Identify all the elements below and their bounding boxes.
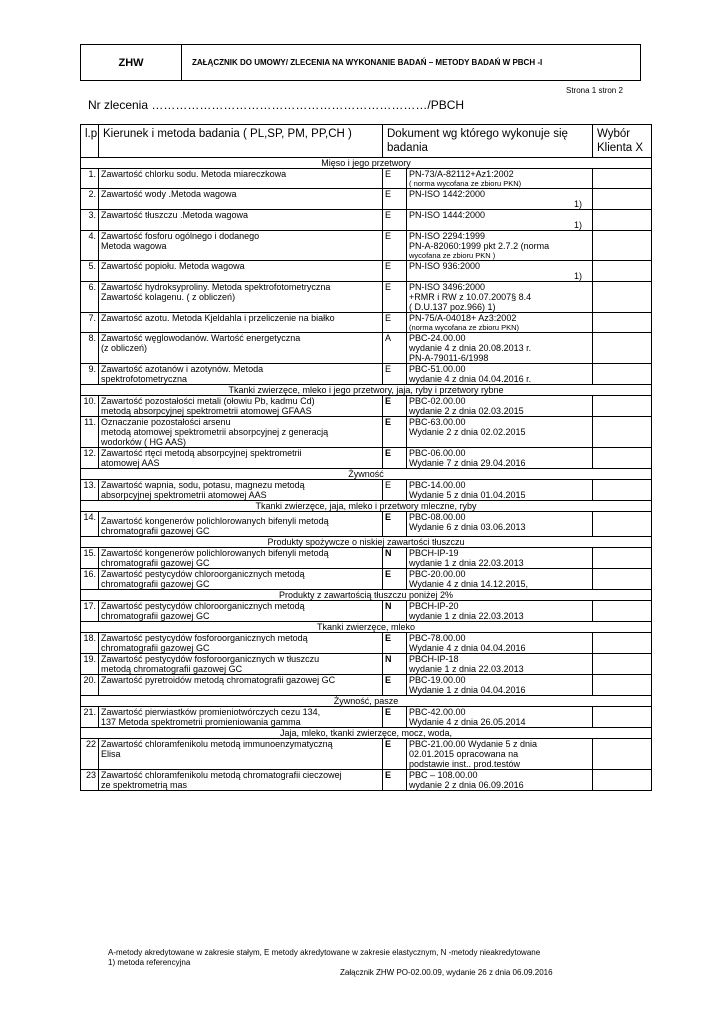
method-description [99, 364, 383, 385]
reference-document [407, 282, 593, 313]
section-row [81, 501, 652, 512]
method-line: Metoda wagowa [101, 241, 167, 251]
method-line: Zawartość wapnia, sodu, potasu, magnezu metodą [101, 480, 305, 490]
document-line: 1) [573, 271, 582, 281]
document-line: Wydanie 7 z dnia 29.04.2016 [409, 458, 526, 468]
accreditation-code: E [383, 364, 407, 385]
table-row [81, 169, 652, 189]
row-number: 4. [81, 231, 99, 261]
table-row [81, 512, 652, 537]
document-line: PBCH-IP-18 [409, 654, 459, 664]
table-row [81, 261, 652, 282]
method-line: wodorków ( HG AAS) [101, 437, 187, 447]
accreditation-code: E [383, 210, 407, 231]
row-number: 6. [81, 282, 99, 313]
accreditation-code: N [383, 548, 407, 569]
accreditation-code: N [383, 654, 407, 675]
client-choice-cell[interactable] [593, 189, 652, 210]
document-line: wydanie 1 z dnia 22.03.2013 [409, 558, 524, 568]
accreditation-code: E [383, 739, 407, 770]
method-line: metodą chromatografii gazowej GC [101, 664, 243, 674]
method-description [99, 707, 383, 728]
method-description [99, 480, 383, 501]
document-line: (norma wycofana ze zbioru PKN) [409, 323, 520, 332]
client-choice-cell[interactable] [593, 548, 652, 569]
client-choice-cell[interactable] [593, 707, 652, 728]
row-number: 22 [81, 739, 99, 770]
section-row [81, 469, 652, 480]
accreditation-code: E [383, 512, 407, 537]
accreditation-code: E [383, 480, 407, 501]
row-number: 23 [81, 770, 99, 791]
client-choice-cell[interactable] [593, 169, 652, 189]
document-line: PN-75/A-04018+ Az3:2002 [409, 313, 517, 323]
document-line: PBC – 108.00.00 [409, 770, 478, 780]
document-line: PBC-06.00.00 [409, 448, 466, 458]
client-choice-cell[interactable] [593, 654, 652, 675]
method-line: Zawartość chloramfenikolu metodą chromatografii cieczowej [101, 770, 342, 780]
accreditation-code: E [383, 169, 407, 189]
method-description [99, 569, 383, 590]
reference-document [407, 313, 593, 333]
document-line: PN-A-79011-6/1998 [409, 353, 489, 363]
method-line: Zawartość kolagenu. ( z obliczeń) [101, 292, 236, 302]
row-number: 8. [81, 333, 99, 364]
row-number: 17. [81, 601, 99, 622]
client-choice-cell[interactable] [593, 512, 652, 537]
order-number-field: Nr zlecenia ……………………………………………………………/PBCH [88, 98, 465, 112]
method-line: Zawartość fosforu ogólnego i dodanego [101, 231, 260, 241]
table-row [81, 601, 652, 622]
method-description [99, 633, 383, 654]
table-row [81, 548, 652, 569]
method-line: Zawartość chloramfenikolu metodą immunoenzymatyczną [101, 739, 333, 749]
table-header-row [81, 125, 652, 158]
method-line: Zawartość kongenerów polichlorowanych bifenyli metodą [101, 516, 329, 526]
row-number: 13. [81, 480, 99, 501]
method-description [99, 396, 383, 417]
client-choice-cell[interactable] [593, 210, 652, 231]
method-description [99, 417, 383, 448]
accreditation-code: E [383, 396, 407, 417]
page-number: Strona 1 stron 2 [566, 86, 623, 95]
document-line: 1) [573, 199, 582, 209]
method-line: Zawartość wody .Metoda wagowa [101, 189, 237, 199]
accreditation-code: E [383, 633, 407, 654]
document-code: ZHW [81, 45, 182, 80]
method-line: Zawartość pestycydów chloroorganicznych metodą [101, 569, 305, 579]
reference-document [407, 417, 593, 448]
reference-document [407, 739, 593, 770]
method-description [99, 601, 383, 622]
document-line: PBC-14.00.00 [409, 480, 466, 490]
section-row [81, 158, 652, 169]
section-title: Produkty spożywcze o niskiej zawartości tłuszczu [81, 537, 652, 548]
document-line: PBCH-IP-20 [409, 601, 459, 611]
method-line: Elisa [101, 749, 121, 759]
reference-document [407, 261, 593, 282]
document-line: wydanie 2 z dnia 06.09.2016 [409, 780, 524, 790]
footnote-reference: 1) metoda referencyjna [108, 958, 191, 967]
document-line: Wydanie 5 z dnia 01.04.2015 [409, 490, 526, 500]
method-description [99, 739, 383, 770]
accreditation-code: E [383, 417, 407, 448]
document-line: PN-73/A-82112+Az1:2002 [409, 169, 514, 179]
document-line: Wydanie 1 z dnia 04.04.2016 [409, 685, 526, 695]
row-number: 5. [81, 261, 99, 282]
document-line: PBC-24.00.00 [409, 333, 466, 343]
method-line: chromatografii gazowej GC [101, 579, 210, 589]
row-number: 1. [81, 169, 99, 189]
section-row [81, 622, 652, 633]
method-description [99, 261, 383, 282]
accreditation-code: E [383, 448, 407, 469]
method-description [99, 548, 383, 569]
document-line: 02.01.2015 opracowana na [409, 749, 519, 759]
document-line: wydanie 4 z dnia 04.04.2016 r. [409, 374, 532, 384]
method-line: Zawartość węglowodanów. Wartość energetyczna [101, 333, 301, 343]
document-line: ( norma wycofana ze zbioru PKN) [409, 179, 522, 188]
document-line: PN-A-82060:1999 pkt 2.7.2 (norma [409, 241, 550, 251]
client-choice-cell[interactable] [593, 569, 652, 590]
method-line: chromatografii gazowej GC [101, 643, 210, 653]
method-line: atomowej AAS [101, 458, 160, 468]
method-line: Zawartość pestycydów fosforoorganicznych metodą [101, 633, 308, 643]
reference-document [407, 548, 593, 569]
client-choice-cell[interactable] [593, 313, 652, 333]
document-line: ( D.U.137 poz.966) 1) [409, 302, 496, 312]
reference-document [407, 333, 593, 364]
row-number: 9. [81, 364, 99, 385]
client-choice-cell[interactable] [593, 633, 652, 654]
client-choice-cell[interactable] [593, 675, 652, 696]
row-number: 2. [81, 189, 99, 210]
client-choice-cell[interactable] [593, 417, 652, 448]
document-line: PBCH-IP-19 [409, 548, 459, 558]
method-description [99, 210, 383, 231]
table-row [81, 313, 652, 333]
document-line: wydanie 1 z dnia 22.03.2013 [409, 664, 524, 674]
reference-document [407, 448, 593, 469]
method-line: Zawartość hydroksyproliny. Metoda spektrofotometryczna [101, 282, 331, 292]
accreditation-code: N [383, 601, 407, 622]
document-line: PBC-02.00.00 [409, 396, 466, 406]
method-line: (z obliczeń) [101, 343, 148, 353]
table-row [81, 417, 652, 448]
col-lp: l.p [81, 125, 99, 158]
section-title: Żywność [81, 469, 652, 480]
row-number: 19. [81, 654, 99, 675]
document-footer: Załącznik ZHW PO-02.00.09, wydanie 26 z dnia 06.09.2016 [340, 968, 553, 977]
section-row [81, 385, 652, 396]
document-line: Wydanie 4 z dnia 26.05.2014 [409, 717, 526, 727]
section-title: Żywność, pasze [81, 696, 652, 707]
document-line: wydanie 4 z dnia 20.08.2013 r. [409, 343, 532, 353]
row-number: 12. [81, 448, 99, 469]
document-line: podstawie inst.. prod.testów [409, 759, 521, 769]
accreditation-code: E [383, 675, 407, 696]
document-line: Wydanie 2 z dnia 02.02.2015 [409, 427, 526, 437]
client-choice-cell[interactable] [593, 448, 652, 469]
method-description [99, 448, 383, 469]
reference-document [407, 169, 593, 189]
method-line: Zawartość chlorku sodu. Metoda miareczkowa [101, 169, 287, 179]
method-line: chromatografii gazowej GC [101, 526, 210, 536]
table-row [81, 231, 652, 261]
reference-document [407, 654, 593, 675]
document-line: PN-ISO 1444:2000 [409, 210, 486, 220]
row-number: 11. [81, 417, 99, 448]
reference-document [407, 189, 593, 210]
client-choice-cell[interactable] [593, 396, 652, 417]
section-row [81, 728, 652, 739]
row-number: 16. [81, 569, 99, 590]
table-row [81, 739, 652, 770]
method-line: Zawartość azotu. Metoda Kjeldahla i przeliczenie na białko [101, 313, 335, 323]
section-title: Jaja, mleko, tkanki zwierzęce, mocz, woda, [81, 728, 652, 739]
section-title: Tkanki zwierzęce, jaja, mleko i przetwory mleczne, ryby [81, 501, 652, 512]
accreditation-code: E [383, 282, 407, 313]
table-row [81, 569, 652, 590]
section-title: Tkanki zwierzęce, mleko i jego przetwory, jaja, ryby i przetwory rybne [81, 385, 652, 396]
reference-document [407, 569, 593, 590]
table-row [81, 654, 652, 675]
row-number: 21. [81, 707, 99, 728]
accreditation-code: E [383, 707, 407, 728]
document-line: 1) [573, 220, 582, 230]
method-line: Zawartość popiołu. Metoda wagowa [101, 261, 245, 271]
col-client-choice: Wybór Klienta X [593, 125, 652, 158]
method-line: 137 Metoda spektrometrii promieniowania gamma [101, 717, 301, 727]
reference-document [407, 210, 593, 231]
method-description [99, 675, 383, 696]
method-description [99, 231, 383, 261]
method-line: Zawartość azotanów i azotynów. Metoda [101, 364, 264, 374]
method-description [99, 189, 383, 210]
accreditation-code: E [383, 313, 407, 333]
section-title: Mięso i jego przetwory [81, 158, 652, 169]
method-description [99, 512, 383, 537]
section-row [81, 590, 652, 601]
table-row [81, 364, 652, 385]
accreditation-code: E [383, 261, 407, 282]
section-title: Produkty z zawartością tłuszczu poniżej 2% [81, 590, 652, 601]
row-number: 20. [81, 675, 99, 696]
document-line: PBC-51.00.00 [409, 364, 466, 374]
method-description [99, 169, 383, 189]
document-line: PBC-20.00.00 [409, 569, 466, 579]
table-row [81, 282, 652, 313]
table-row [81, 333, 652, 364]
document-line: PBC-19.00.00 [409, 675, 466, 685]
document-line: wycofana ze zbioru PKN ) [409, 251, 496, 260]
method-line: Zawartość rtęci metodą absorpcyjnej spektrometrii [101, 448, 302, 458]
table-row [81, 633, 652, 654]
accreditation-code: E [383, 189, 407, 210]
document-line: Wydanie 4 z dnia 14.12.2015, [409, 579, 529, 589]
table-row [81, 480, 652, 501]
method-line: Oznaczanie pozostałości arsenu [101, 417, 231, 427]
document-line: PBC-42.00.00 [409, 707, 466, 717]
method-line: chromatografii gazowej GC [101, 558, 210, 568]
section-title: Tkanki zwierzęce, mleko [81, 622, 652, 633]
method-description [99, 282, 383, 313]
method-line: Zawartość pestycydów fosforoorganicznych w tłuszczu [101, 654, 320, 664]
method-line: metodą atomowej spektrometrii absorpcyjnej z generacją [101, 427, 329, 437]
section-row [81, 696, 652, 707]
document-header [80, 44, 641, 81]
accreditation-code: E [383, 770, 407, 791]
client-choice-cell[interactable] [593, 261, 652, 282]
method-description [99, 770, 383, 791]
table-row [81, 210, 652, 231]
row-number: 18. [81, 633, 99, 654]
document-line: PN-ISO 936:2000 [409, 261, 481, 271]
client-choice-cell[interactable] [593, 364, 652, 385]
document-title: ZAŁĄCZNIK DO UMOWY/ ZLECENIA NA WYKONANIE BADAŃ – METODY BADAŃ W PBCH -I [192, 58, 543, 67]
row-number: 3. [81, 210, 99, 231]
document-line: PBC-21.00.00 Wydanie 5 z dnia [409, 739, 537, 749]
reference-document [407, 633, 593, 654]
table-row [81, 675, 652, 696]
method-line: absorpcyjnej spektrometrii atomowej AAS [101, 490, 267, 500]
document-line: PN-ISO 1442:2000 [409, 189, 486, 199]
row-number: 10. [81, 396, 99, 417]
method-line: Zawartość pyretroidów metodą chromatografii gazowej GC [101, 675, 336, 685]
document-line: Wydanie 4 z dnia 04.04.2016 [409, 643, 526, 653]
row-number: 15. [81, 548, 99, 569]
document-line: PN-ISO 3496:2000 [409, 282, 486, 292]
reference-document [407, 480, 593, 501]
row-number: 7. [81, 313, 99, 333]
document-line: PBC-78.00.00 [409, 633, 466, 643]
method-line: Zawartość pestycydów chloroorganicznych metodą [101, 601, 305, 611]
accreditation-code: A [383, 333, 407, 364]
method-line: Zawartość kongenerów polichlorowanych bifenyli metodą [101, 548, 329, 558]
method-description [99, 333, 383, 364]
reference-document [407, 231, 593, 261]
table-row [81, 770, 652, 791]
method-description [99, 654, 383, 675]
reference-document [407, 512, 593, 537]
table-row [81, 396, 652, 417]
document-line: +RMR i RW z 10.07.2007§ 8.4 [409, 292, 532, 302]
table-row [81, 448, 652, 469]
document-line: PBC-63.00.00 [409, 417, 466, 427]
table-row [81, 189, 652, 210]
document-line: PBC-08.00.00 [409, 512, 466, 522]
client-choice-cell[interactable] [593, 231, 652, 261]
method-description [99, 313, 383, 333]
footnote-accreditation: A-metody akredytowane w zakresie stałym, E metody akredytowane w zakresie elastycznym, N -metody nieakredytowane [108, 948, 541, 957]
document-line: Wydanie 6 z dnia 03.06.2013 [409, 522, 526, 532]
table-row [81, 707, 652, 728]
client-choice-cell[interactable] [593, 601, 652, 622]
method-line: ze spektrometrią mas [101, 780, 188, 790]
reference-document [407, 396, 593, 417]
client-choice-cell[interactable] [593, 333, 652, 364]
reference-document [407, 770, 593, 791]
method-line: chromatografii gazowej GC [101, 611, 210, 621]
reference-document [407, 601, 593, 622]
methods-table [80, 124, 652, 791]
client-choice-cell[interactable] [593, 739, 652, 770]
method-line: metodą absorpcyjnej spektrometrii atomowej GFAAS [101, 406, 312, 416]
client-choice-cell[interactable] [593, 770, 652, 791]
accreditation-code: E [383, 231, 407, 261]
client-choice-cell[interactable] [593, 282, 652, 313]
reference-document [407, 675, 593, 696]
method-line: Zawartość pierwiastków promieniotwórczych cezu 134, [101, 707, 321, 717]
document-line: PN-ISO 2294:1999 [409, 231, 486, 241]
reference-document [407, 707, 593, 728]
method-line: Zawartość tłuszczu .Metoda wagowa [101, 210, 249, 220]
col-document: Dokument wg którego wykonuje się badania [383, 125, 593, 158]
row-number: 14. [81, 512, 99, 537]
method-line: spektrofotometryczna [101, 374, 188, 384]
document-line: wydanie 2 z dnia 02.03.2015 [409, 406, 524, 416]
col-method: Kierunek i metoda badania ( PL,SP, PM, PP,CH ) [99, 125, 383, 158]
method-line: Zawartość pozostałości metali (ołowiu Pb, kadmu Cd) [101, 396, 315, 406]
accreditation-code: E [383, 569, 407, 590]
client-choice-cell[interactable] [593, 480, 652, 501]
section-row [81, 537, 652, 548]
reference-document [407, 364, 593, 385]
footnotes [108, 948, 648, 968]
document-line: wydanie 1 z dnia 22.03.2013 [409, 611, 524, 621]
